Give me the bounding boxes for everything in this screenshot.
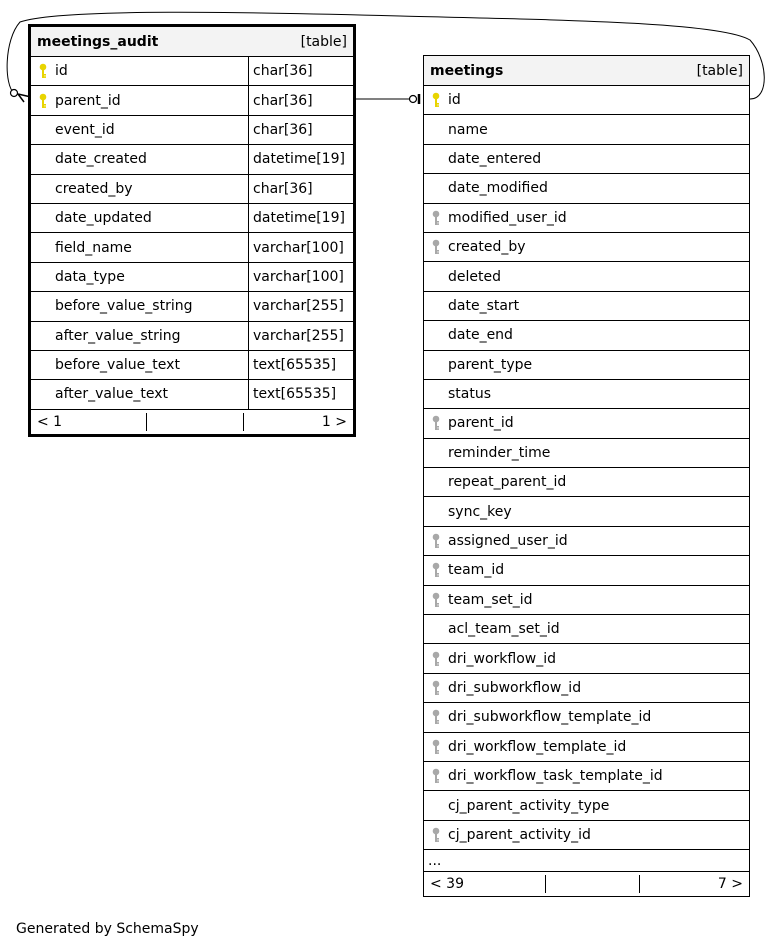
column-name: dri_workflow_id — [448, 650, 557, 667]
table-row[interactable] — [31, 204, 353, 233]
column-name-cell — [424, 586, 749, 614]
footer-separator — [545, 875, 546, 893]
table-footer — [424, 872, 749, 896]
column-type: char[36] — [248, 116, 353, 144]
table-row[interactable] — [31, 380, 353, 409]
key-slot — [31, 93, 55, 109]
relationship-zero-marker — [410, 96, 417, 103]
column-name-cell — [424, 527, 749, 555]
table-row[interactable] — [424, 292, 749, 321]
column-name-cell — [31, 57, 248, 85]
key-slot — [424, 415, 448, 431]
table-footer — [31, 410, 353, 434]
footer-left-count: < 39 — [430, 876, 464, 893]
table-row[interactable] — [424, 644, 749, 673]
column-name: id — [448, 92, 461, 109]
column-name: sync_key — [448, 503, 512, 520]
footer-left-count: < 1 — [37, 413, 63, 430]
table-row[interactable] — [424, 615, 749, 644]
foreign-key-icon — [432, 210, 440, 226]
foreign-key-icon — [432, 768, 440, 784]
column-name-cell — [424, 762, 749, 790]
column-name-cell — [31, 351, 248, 379]
footer-separator — [639, 875, 640, 893]
column-name: cj_parent_activity_type — [448, 797, 610, 814]
key-slot — [424, 651, 448, 667]
table-row[interactable] — [31, 351, 353, 380]
column-name-cell — [424, 86, 749, 114]
column-type: char[36] — [248, 86, 353, 114]
column-name: date_modified — [448, 180, 548, 197]
column-name-cell — [31, 322, 248, 350]
column-name: date_created — [55, 151, 147, 168]
column-name-cell — [424, 674, 749, 702]
table-row[interactable] — [424, 86, 749, 115]
table-row[interactable] — [31, 263, 353, 292]
column-name-cell — [424, 644, 749, 672]
table-row[interactable] — [31, 292, 353, 321]
column-name-cell — [31, 292, 248, 320]
foreign-key-icon — [432, 562, 440, 578]
key-slot — [424, 210, 448, 226]
table-row[interactable] — [424, 174, 749, 203]
table-row[interactable] — [424, 233, 749, 262]
table-row[interactable] — [424, 351, 749, 380]
table-row[interactable] — [31, 116, 353, 145]
column-name: name — [448, 121, 488, 138]
footer-separator — [146, 413, 147, 431]
table-name: meetings — [430, 62, 504, 79]
column-name-cell — [424, 615, 749, 643]
relationship-zero-marker-left — [11, 90, 18, 97]
column-name: created_by — [55, 180, 133, 197]
column-name-cell — [31, 233, 248, 261]
key-slot — [424, 592, 448, 608]
column-name: deleted — [448, 268, 501, 285]
table-row[interactable] — [424, 762, 749, 791]
column-type: varchar[255] — [248, 322, 353, 350]
column-type: varchar[100] — [248, 233, 353, 261]
key-slot — [424, 768, 448, 784]
foreign-key-icon — [432, 239, 440, 255]
primary-key-icon — [39, 93, 47, 109]
table-row[interactable] — [424, 204, 749, 233]
footer-right-count: 1 > — [321, 413, 347, 430]
table-row[interactable] — [424, 439, 749, 468]
column-type: char[36] — [248, 57, 353, 85]
column-name-cell — [31, 380, 248, 408]
table-row[interactable] — [424, 733, 749, 762]
column-type: varchar[255] — [248, 292, 353, 320]
column-name: team_id — [448, 562, 505, 579]
table-row[interactable] — [424, 586, 749, 615]
table-row[interactable] — [31, 145, 353, 174]
column-name-cell — [424, 791, 749, 819]
column-name: data_type — [55, 268, 125, 285]
foreign-key-icon — [432, 739, 440, 755]
table-row[interactable] — [424, 527, 749, 556]
key-slot — [424, 739, 448, 755]
foreign-key-icon — [432, 533, 440, 549]
footer-separator — [243, 413, 244, 431]
column-name: dri_workflow_template_id — [448, 738, 627, 755]
column-name: team_set_id — [448, 591, 533, 608]
table-row[interactable] — [31, 57, 353, 86]
table-row[interactable] — [31, 233, 353, 262]
column-name-cell — [424, 115, 749, 143]
column-name: dri_subworkflow_id — [448, 680, 582, 696]
column-name-cell — [31, 116, 248, 144]
column-name-cell — [31, 175, 248, 203]
column-type: text[65535] — [248, 351, 353, 379]
column-name-cell — [424, 351, 749, 379]
column-name: field_name — [55, 239, 132, 256]
table-row[interactable] — [424, 145, 749, 174]
foreign-key-icon — [432, 709, 440, 725]
column-name: parent_id — [448, 415, 514, 432]
column-name-cell — [424, 703, 749, 731]
column-name: date_start — [448, 297, 520, 314]
table-row[interactable] — [31, 322, 353, 351]
column-name-cell — [424, 174, 749, 202]
table-kind: [table] — [696, 62, 743, 79]
column-name: before_value_string — [55, 298, 193, 315]
column-name-cell — [424, 262, 749, 290]
table-row[interactable] — [424, 409, 749, 438]
column-name-cell — [424, 468, 749, 496]
column-name: before_value_text — [55, 357, 180, 374]
column-name-cell — [31, 263, 248, 291]
foreign-key-icon — [432, 680, 440, 696]
table-row[interactable] — [424, 380, 749, 409]
column-name: modified_user_id — [448, 209, 567, 226]
column-name: status — [448, 386, 492, 403]
column-name: date_entered — [448, 150, 542, 167]
table-row[interactable] — [424, 115, 749, 144]
column-name: event_id — [55, 121, 115, 138]
column-type: varchar[100] — [248, 263, 353, 291]
table-row[interactable] — [31, 86, 353, 115]
foreign-key-icon — [432, 827, 440, 843]
table-row[interactable] — [424, 321, 749, 350]
column-name-cell — [424, 821, 749, 849]
column-name-cell — [424, 204, 749, 232]
primary-key-icon — [39, 63, 47, 79]
key-slot — [424, 533, 448, 549]
column-type: datetime[19] — [248, 145, 353, 173]
key-slot — [424, 92, 448, 108]
column-name-cell — [424, 233, 749, 261]
column-type: text[65535] — [248, 380, 353, 408]
column-name-cell — [31, 204, 248, 232]
column-name: cj_parent_activity_id — [448, 826, 591, 843]
footer-right-count: 7 > — [717, 876, 743, 893]
column-name: acl_team_set_id — [448, 621, 560, 638]
table-row[interactable] — [424, 791, 749, 820]
column-name: dri_subworkflow_template_id — [448, 709, 652, 726]
table-meetings[interactable] — [423, 55, 750, 897]
column-name-cell — [424, 409, 749, 437]
column-name: id — [55, 63, 68, 80]
table-row[interactable] — [424, 262, 749, 291]
foreign-key-icon — [432, 651, 440, 667]
column-name-cell — [424, 380, 749, 408]
column-type: char[36] — [248, 175, 353, 203]
column-name: after_value_text — [55, 386, 168, 403]
foreign-key-icon — [432, 415, 440, 431]
column-name-cell — [31, 86, 248, 114]
column-name-cell — [424, 145, 749, 173]
column-name-cell — [424, 439, 749, 467]
column-name-cell — [424, 733, 749, 761]
key-slot — [424, 680, 448, 696]
column-name-cell — [424, 556, 749, 584]
table-header — [31, 27, 353, 57]
key-slot — [31, 63, 55, 79]
column-name: date_end — [448, 327, 513, 344]
column-name: created_by — [448, 239, 526, 256]
key-slot — [424, 827, 448, 843]
column-name: parent_type — [448, 356, 533, 373]
table-row[interactable] — [424, 497, 749, 526]
table-header — [424, 56, 749, 86]
foreign-key-icon — [432, 592, 440, 608]
column-name: after_value_string — [55, 327, 181, 344]
key-slot — [424, 709, 448, 725]
column-name: assigned_user_id — [448, 533, 568, 550]
table-row[interactable] — [424, 468, 749, 497]
column-name-cell — [31, 145, 248, 173]
table-kind: [table] — [300, 33, 347, 50]
column-type: datetime[19] — [248, 204, 353, 232]
generator-credit: Generated by SchemaSpy — [16, 921, 199, 937]
table-name: meetings_audit — [37, 33, 159, 50]
table-row[interactable] — [424, 556, 749, 585]
column-name-cell — [424, 292, 749, 320]
column-name: repeat_parent_id — [448, 474, 567, 491]
column-name: reminder_time — [448, 444, 551, 461]
key-slot — [424, 239, 448, 255]
column-name: parent_id — [55, 92, 121, 109]
table-row[interactable] — [424, 674, 749, 703]
column-name-cell — [424, 321, 749, 349]
table-row[interactable] — [31, 175, 353, 204]
column-name-cell — [424, 497, 749, 525]
table-meetings-audit[interactable] — [28, 24, 356, 437]
column-name: date_updated — [55, 210, 152, 227]
table-row[interactable] — [424, 821, 749, 850]
primary-key-icon — [432, 92, 440, 108]
table-row[interactable] — [424, 703, 749, 732]
column-name: dri_workflow_task_template_id — [448, 768, 663, 785]
more-columns-ellipsis: ... — [424, 850, 749, 872]
key-slot — [424, 562, 448, 578]
